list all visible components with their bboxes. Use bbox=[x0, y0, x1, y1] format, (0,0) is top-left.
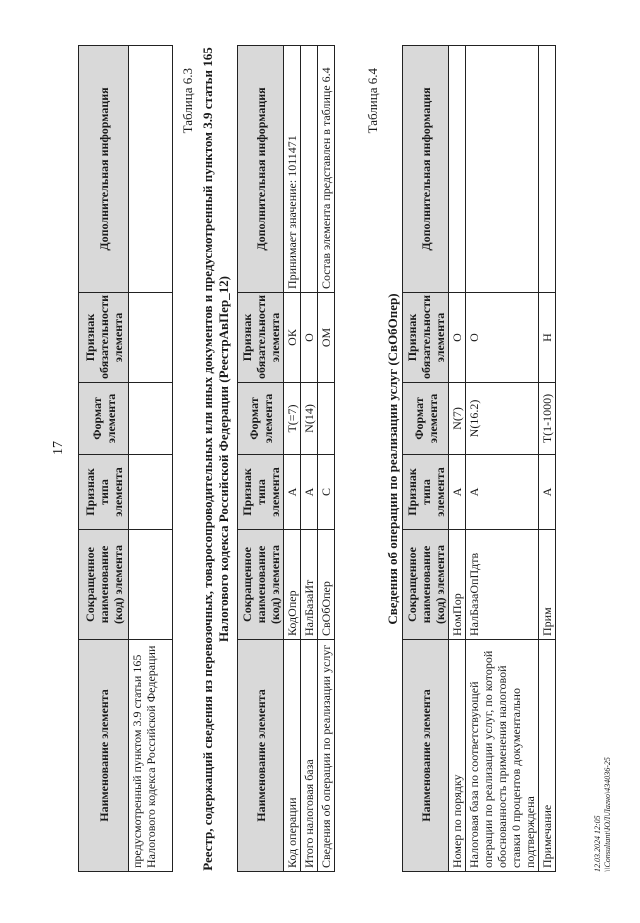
table-6-4-caption: Сведения об операции по реализации услуг (СвОбОпер) bbox=[385, 293, 400, 625]
table-header bbox=[238, 46, 284, 872]
cell-format: N(7) bbox=[449, 383, 466, 455]
table-top bbox=[78, 46, 173, 872]
cell-type: С bbox=[318, 455, 335, 530]
cell-type: А bbox=[466, 455, 539, 530]
cell-format: N(16.2) bbox=[466, 383, 539, 455]
table-row bbox=[318, 46, 335, 872]
table-row bbox=[284, 46, 301, 872]
cell-name: Итого налоговая база bbox=[301, 640, 318, 872]
cell-info bbox=[466, 46, 539, 293]
cell-type: А bbox=[284, 455, 301, 530]
cell-required: О bbox=[301, 293, 318, 383]
cell-type: А bbox=[539, 455, 556, 530]
cell-info bbox=[539, 46, 556, 293]
table-row bbox=[466, 46, 539, 872]
cell-type: А bbox=[449, 455, 466, 530]
col-required: Признак обязательности элемента bbox=[79, 293, 129, 383]
table-row bbox=[449, 46, 466, 872]
cell-type bbox=[129, 455, 173, 530]
table-6-3 bbox=[237, 46, 335, 872]
cell-name: Примечание bbox=[539, 640, 556, 872]
cell-info bbox=[449, 46, 466, 293]
cell-info: Принимает значение: 1011471 bbox=[284, 46, 301, 293]
cell-format bbox=[129, 383, 173, 455]
table-6-4-label-wrap bbox=[365, 68, 381, 168]
cell-code: КодОпер bbox=[284, 530, 301, 640]
cell-required: Н bbox=[539, 293, 556, 383]
col-code: Сокращенное наименование (код) элемента bbox=[403, 530, 449, 640]
cell-info: Состав элемента представлен в таблице 6.4 bbox=[318, 46, 335, 293]
cell-name: Номер по порядку bbox=[449, 640, 466, 872]
table-6-4 bbox=[402, 46, 556, 872]
col-required: Признак обязательности элемента bbox=[238, 293, 284, 383]
col-format: Формат элемента bbox=[79, 383, 129, 455]
col-info: Дополнительная информация bbox=[238, 46, 284, 293]
table-6-4-caption-wrap bbox=[385, 46, 401, 872]
table-6-3-label: Таблица 6.3 bbox=[180, 68, 195, 134]
table-6-3-caption: Реестр, содержащий сведения из перевозочных, товаросопроводительных или иных документов и предусмотренный пунктом 3.9 статьи 165 Налогового кодекса Российской Федерации (РеестрАвПер_12) bbox=[200, 47, 231, 871]
table-6-4-label: Таблица 6.4 bbox=[365, 68, 380, 134]
footer-stamp bbox=[593, 672, 613, 872]
cell-required: О bbox=[449, 293, 466, 383]
table-header bbox=[79, 46, 129, 872]
cell-code: НалБазаИт bbox=[301, 530, 318, 640]
col-type: Признак типа элемента bbox=[79, 455, 129, 530]
cell-name: Сведения об операции по реализации услуг bbox=[318, 640, 335, 872]
col-name: Наименование элемента bbox=[403, 640, 449, 872]
col-info: Дополнительная информация bbox=[403, 46, 449, 293]
page-number: 17 bbox=[51, 441, 66, 455]
col-name: Наименование элемента bbox=[79, 640, 129, 872]
table-6-3-label-wrap bbox=[180, 68, 196, 168]
col-name: Наименование элемента bbox=[238, 640, 284, 872]
cell-format: N(14) bbox=[301, 383, 318, 455]
cell-name: предусмотренный пунктом 3.9 статьи 165 Налогового кодекса Российской Федерации bbox=[129, 640, 173, 872]
cell-info bbox=[129, 46, 173, 293]
col-required: Признак обязательности элемента bbox=[403, 293, 449, 383]
cell-code: НомПор bbox=[449, 530, 466, 640]
col-format: Формат элемента bbox=[238, 383, 284, 455]
cell-type: А bbox=[301, 455, 318, 530]
col-info: Дополнительная информация bbox=[79, 46, 129, 293]
col-type: Признак типа элемента bbox=[238, 455, 284, 530]
cell-required bbox=[129, 293, 173, 383]
cell-code: Прим bbox=[539, 530, 556, 640]
cell-info bbox=[301, 46, 318, 293]
cell-code bbox=[129, 530, 173, 640]
table-header bbox=[403, 46, 449, 872]
table-row bbox=[539, 46, 556, 872]
cell-code: НалБазаОпПдтв bbox=[466, 530, 539, 640]
cell-required: ОК bbox=[284, 293, 301, 383]
cell-format bbox=[318, 383, 335, 455]
cell-name: Код операции bbox=[284, 640, 301, 872]
table-row bbox=[301, 46, 318, 872]
cell-required: ОМ bbox=[318, 293, 335, 383]
stamp-line-2: \\Consultant\ЮЛ\Лагно\434036-25 bbox=[603, 757, 612, 872]
cell-code: СвОбОпер bbox=[318, 530, 335, 640]
stamp-line-1: 12.03.2024 12:05 bbox=[593, 815, 602, 872]
table-6-3-caption-wrap bbox=[200, 46, 232, 872]
col-code: Сокращенное наименование (код) элемента bbox=[79, 530, 129, 640]
cell-required: О bbox=[466, 293, 539, 383]
col-format: Формат элемента bbox=[403, 383, 449, 455]
cell-name: Налоговая база по соответствующей операции по реализации услуг, по которой обоснованность применения налоговой ставки 0 процентов документально подтверждена bbox=[466, 640, 539, 872]
col-type: Признак типа элемента bbox=[403, 455, 449, 530]
table-row bbox=[129, 46, 173, 872]
cell-format: T(1-1000) bbox=[539, 383, 556, 455]
cell-format: T(=7) bbox=[284, 383, 301, 455]
col-code: Сокращенное наименование (код) элемента bbox=[238, 530, 284, 640]
